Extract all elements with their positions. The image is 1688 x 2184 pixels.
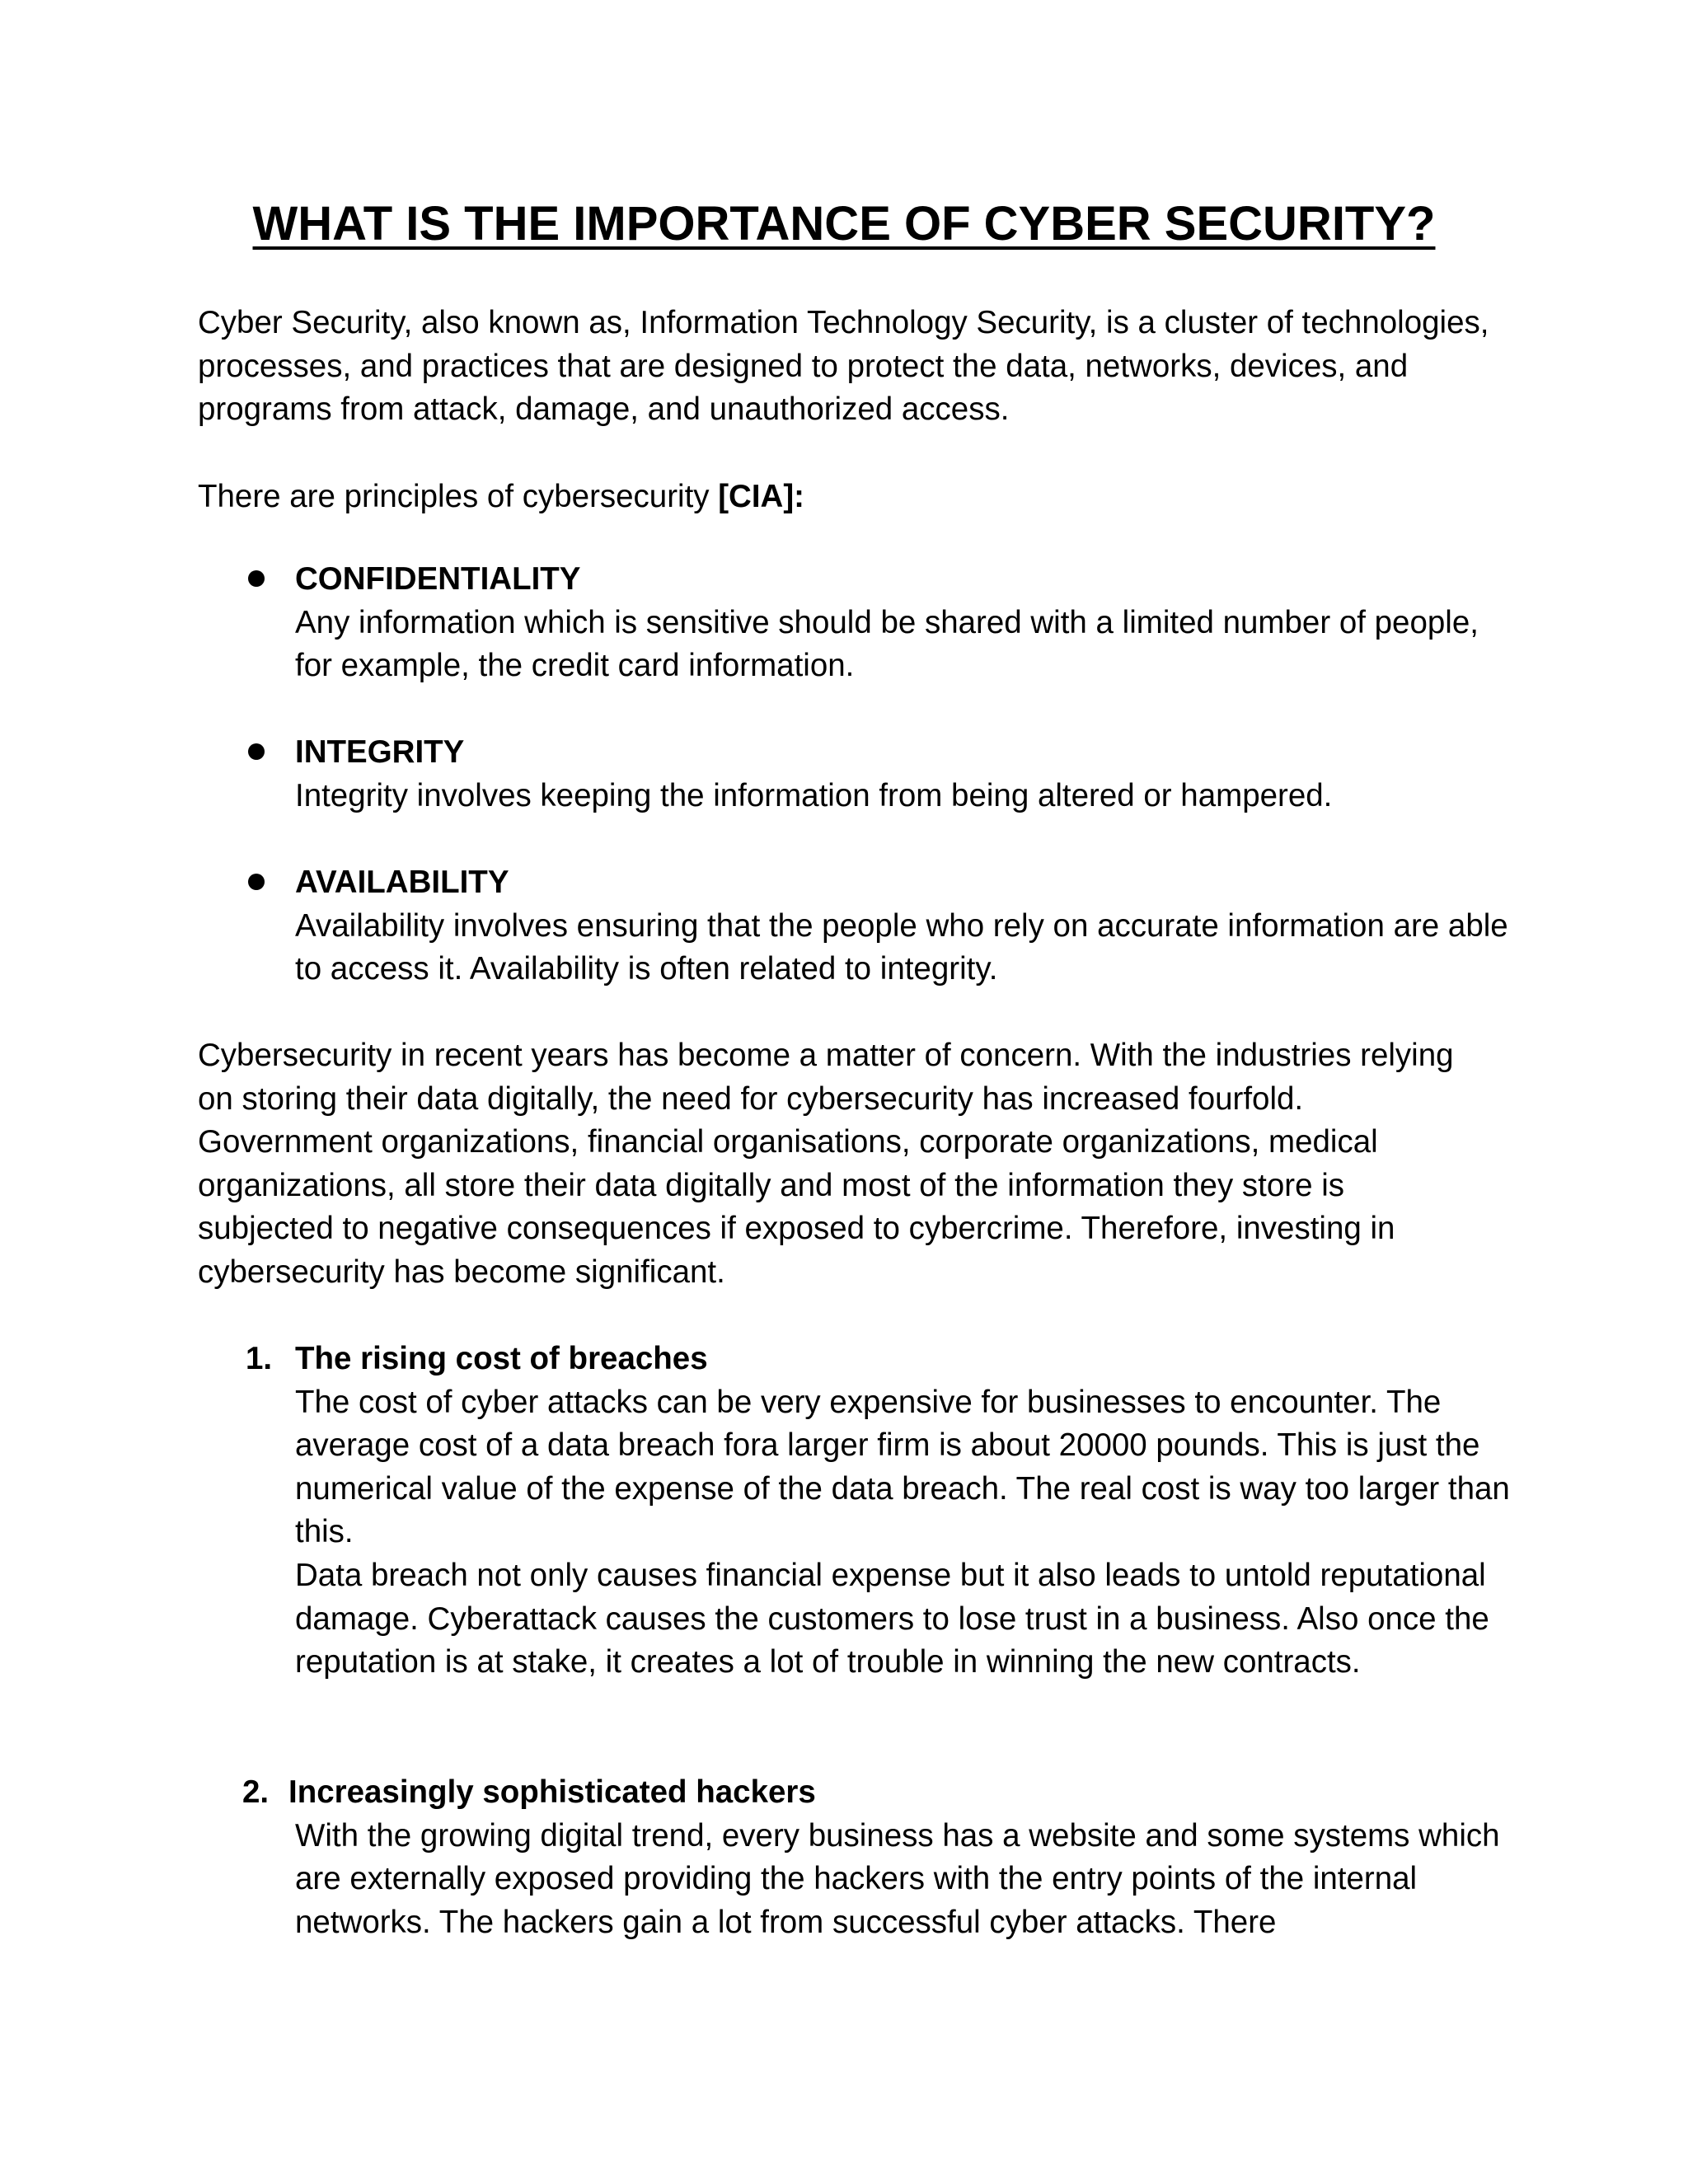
reason-rising-cost	[295, 1338, 1515, 1685]
principle-integrity	[295, 731, 1515, 818]
principles-lead-cia: [CIA]:	[718, 479, 805, 514]
reason-body: Data breach not only causes financial expense but it also leads to untold reputational damage. Cyberattack causes the customers to lose trust in a business. Also once the reputation is at stake, it creates a lot of trouble in winning the new contracts.	[295, 1557, 1489, 1680]
intro-paragraph: Cyber Security, also known as, Information Technology Security, is a cluster of technologies, processes, and practices that are designed to protect the data, networks, devices, and programs from attack, damage, and unauthorized access.	[198, 305, 1489, 428]
reason-body: With the growing digital trend, every business has a website and some systems which are externally exposed providing the hackers with the entry points of the internal networks. The hackers gain a lot from successful cyber attacks. There	[295, 1817, 1500, 1940]
principles-lead-text: There are principles of cybersecurity	[198, 479, 719, 514]
page-title: WHAT IS THE IMPORTANCE OF CYBER SECURITY?	[252, 197, 1436, 251]
list-number: 2.	[242, 1774, 270, 1810]
bullet-icon	[248, 743, 265, 760]
principle-confidentiality	[295, 558, 1515, 688]
bullet-icon	[248, 570, 265, 587]
principle-body: Availability involves ensuring that the people who rely on accurate information are able to access it. Availability is often related to integrity.	[295, 907, 1508, 987]
principle-heading: INTEGRITY	[295, 734, 465, 770]
reason-heading: Increasingly sophisticated hackers	[288, 1774, 816, 1810]
principle-heading: CONFIDENTIALITY	[295, 561, 581, 597]
bullet-icon	[248, 874, 265, 890]
principle-body: Integrity involves keeping the information from being altered or hampered.	[295, 777, 1333, 813]
principle-body: Any information which is sensitive should be shared with a limited number of people, for example, the credit card information.	[295, 604, 1479, 684]
principle-heading: AVAILABILITY	[295, 865, 509, 900]
reason-body: The cost of cyber attacks can be very expensive for businesses to encounter. The average cost of a data breach fora larger firm is about 20000 pounds. This is just the numerical value of the expense of the data breach. The real cost is way too larger than this.	[295, 1384, 1510, 1550]
concern-paragraph: Cybersecurity in recent years has become a matter of concern. With the industries relying on storing their data digitally, the need for cybersecurity has increased fourfold. Government organizations, financial organisations, corporate organizations, medical organizations, all store their data digitally and most of the information they store is subjected to negative consequences if exposed to cybercrime. Therefore, investing in cybersecurity has become significant.	[198, 1038, 1454, 1290]
principles-lead	[198, 476, 1500, 519]
reason-sophisticated-hackers	[288, 1771, 1508, 1944]
principle-availability	[295, 861, 1515, 991]
list-number: 1.	[246, 1341, 273, 1376]
reason-heading: The rising cost of breaches	[295, 1341, 708, 1376]
